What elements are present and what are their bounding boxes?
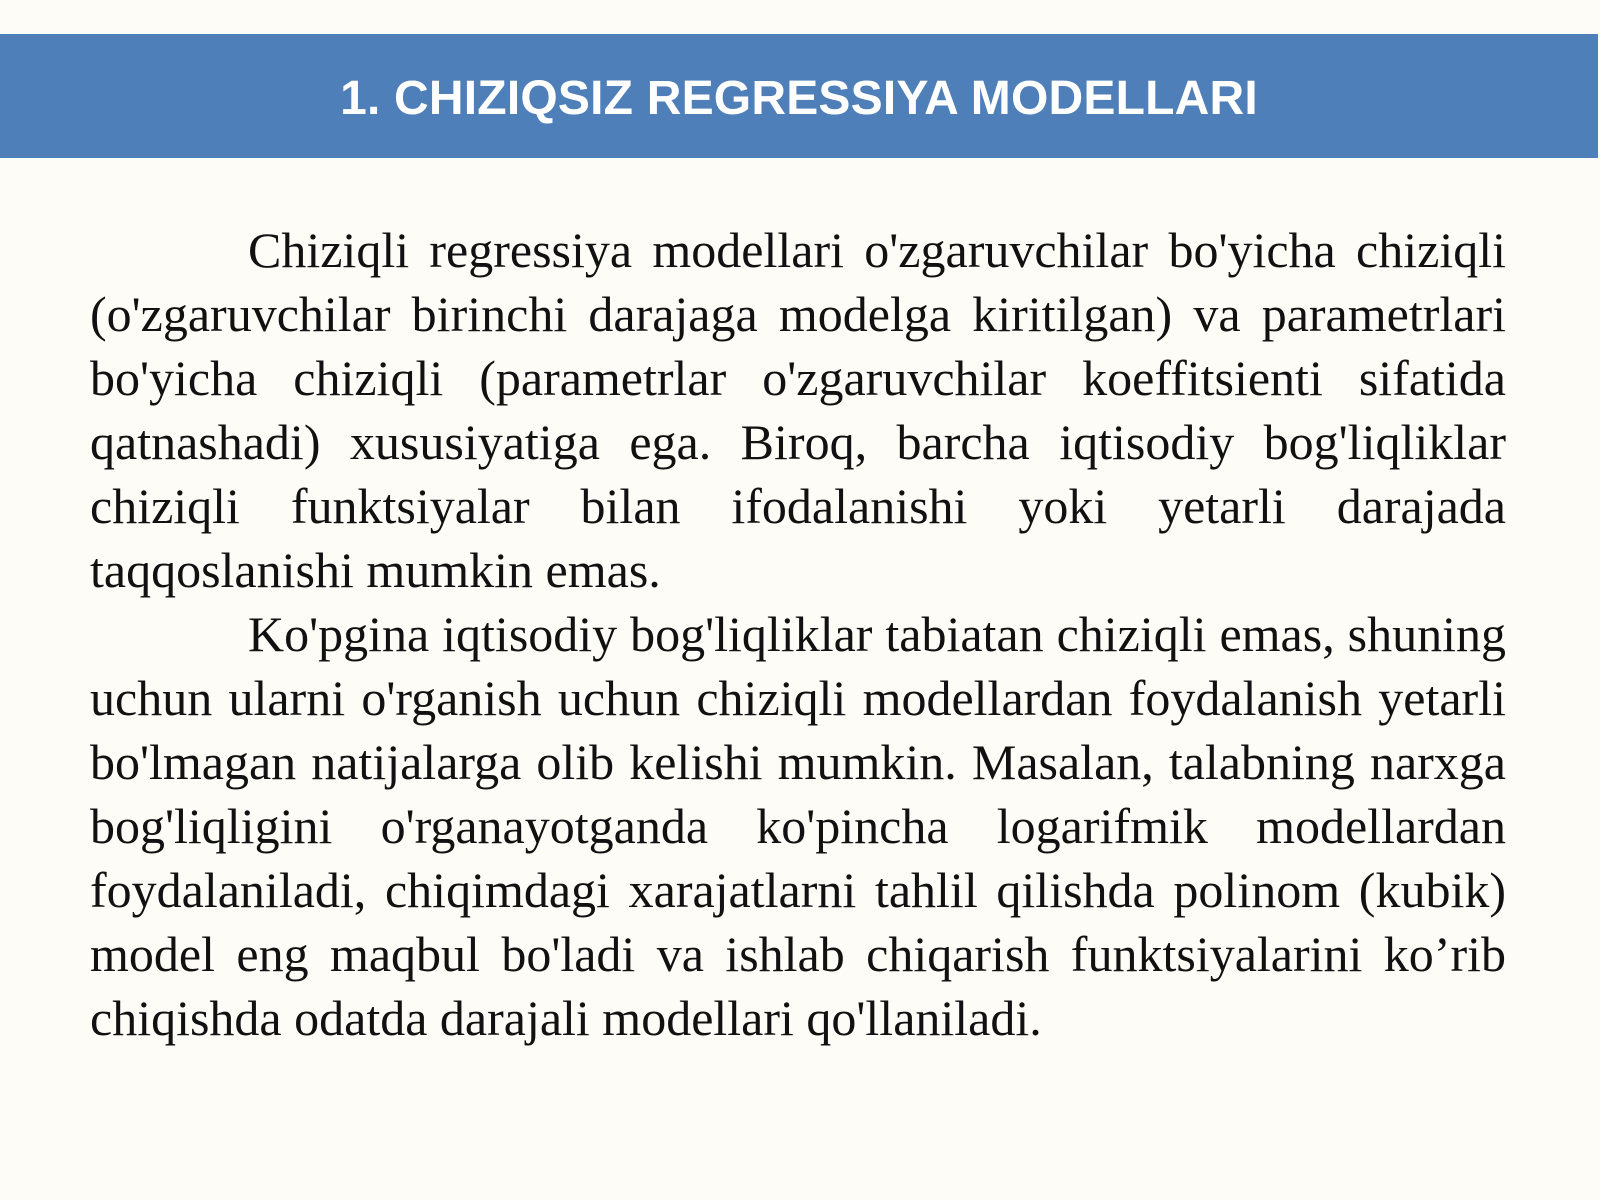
paragraph-1: Chiziqli regressiya modellari o'zgaruvchilar bo'yicha chiziqli (o'zgaruvchilar birinchi darajaga modelga kiritilgan) va parametrlari bo'yicha chiziqli (parametrlar o'zgaruvchilar koeffitsienti sifatida qatnashadi) xususiyatiga ega. Biroq, barcha iqtisodiy bog'liqliklar chiziqli funktsiyalar bilan ifodalanishi yoki yetarli darajada taqqoslanishi mumkin emas.: [90, 222, 1506, 598]
slide-title: 1. CHIZIQSIZ REGRESSIYA MODELLARI: [340, 72, 1258, 125]
paragraph-2: Ko'pgina iqtisodiy bog'liqliklar tabiatan chiziqli emas, shuning uchun ularni o'rganish uchun chiziqli modellardan foydalanish yetarli bo'lmagan natijalarga olib kelishi mumkin. Masalan, talabning narxga bog'liqligini o'rganayotganda ko'pincha logarifmik modellardan foydalaniladi, chiqimdagi xarajatlarni tahlil qilishda polinom (kubik) model eng maqbul bo'ladi va ishlab chiqarish funktsiyalarini ko’rib chiqishda odatda darajali modellari qo'llaniladi.: [90, 606, 1506, 1046]
slide-body: [90, 218, 1506, 1050]
title-bar: [0, 34, 1598, 158]
